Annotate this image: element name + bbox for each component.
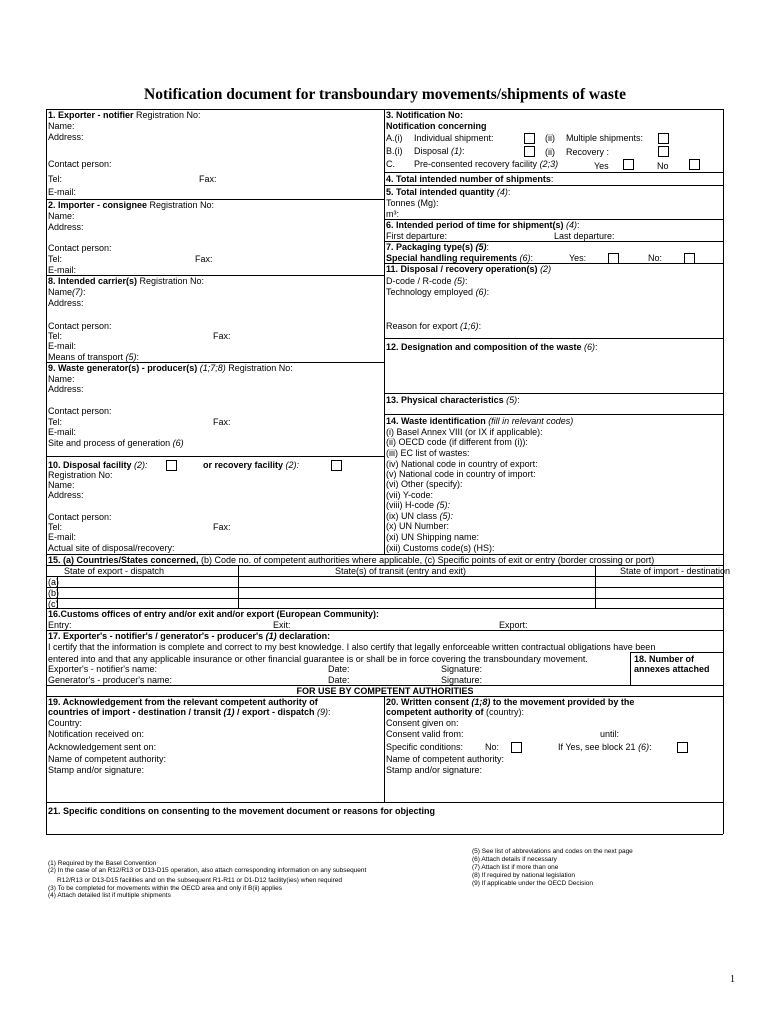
sent-label: Acknowledgement sent on: xyxy=(48,742,157,752)
option-a-ii-label: (ii) xyxy=(545,133,555,143)
last-departure-label: Last departure: xyxy=(554,231,615,241)
no-label: No: xyxy=(648,253,663,263)
row-c-label: (c) xyxy=(48,599,59,609)
pre-consented-label: Pre-consented recovery facility (2;3) xyxy=(414,159,559,169)
block-6-heading: 6. Intended period of time for shipment(s) (4): xyxy=(386,220,580,230)
fax-label: Fax: xyxy=(199,174,217,184)
d-r-code-label: D-code / R-code (5): xyxy=(386,276,468,286)
fax-label: Fax: xyxy=(213,417,231,427)
authority-label: Name of competent authority: xyxy=(386,754,505,764)
block-21-heading: 21. Specific conditions on consenting to the movement document or reasons for objecting xyxy=(48,806,436,816)
option-b-ii-label: (ii) xyxy=(545,147,555,157)
block-18-heading-2: annexes attached xyxy=(634,664,710,674)
block-13-physical: 13. Physical characteristics (5): xyxy=(386,395,520,405)
email-label: E-mail: xyxy=(48,427,77,437)
fax-label: Fax: xyxy=(213,331,231,341)
address-label: Address: xyxy=(48,222,84,232)
page-number: 1 xyxy=(730,974,735,985)
code-item: (iv) National code in country of export: xyxy=(386,459,538,469)
tel-label: Tel: xyxy=(48,331,63,341)
option-b-label: B.(i) xyxy=(386,146,403,156)
pre-consented-yes-checkbox[interactable] xyxy=(623,159,634,170)
disposal-facility-checkbox[interactable] xyxy=(166,460,177,471)
technology-label: Technology employed (6): xyxy=(386,287,490,297)
first-departure-label: First departure: xyxy=(386,231,448,241)
specific-conditions-label: Specific conditions: xyxy=(386,742,464,752)
notification-concerning-label: Notification concerning xyxy=(386,121,487,131)
name-label: Name: xyxy=(48,211,75,221)
footnote: R12/R13 or D13-D15 facilities and on the subsequent R1-R11 or D1-D12 facility(ies) when required xyxy=(48,877,342,884)
country-label: Country: xyxy=(48,718,83,728)
document-title: Notification document for transboundary movements/shipments of waste xyxy=(144,86,626,103)
specific-conditions-no-checkbox[interactable] xyxy=(511,742,522,753)
no-label: No xyxy=(657,161,669,171)
if-yes-label: If Yes, see block 21 (6): xyxy=(558,742,652,752)
tel-label: Tel: xyxy=(48,174,63,184)
block-20-heading: 20. Written consent (1;8) to the movement provided by the xyxy=(386,697,635,707)
exporter-name-label: Exporter's - notifier's name: xyxy=(48,664,157,674)
declaration-text: entered into and that any applicable insurance or other financial guarantee is or shall be in force covering the transboundary movement. xyxy=(48,654,588,664)
pre-consented-no-checkbox[interactable] xyxy=(689,159,700,170)
recovery-facility-checkbox[interactable] xyxy=(331,460,342,471)
code-item: (vii) Y-code: xyxy=(386,490,434,500)
contact-label: Contact person: xyxy=(48,512,112,522)
footnote: (7) Attach list if more than one xyxy=(472,864,559,871)
address-label: Address: xyxy=(48,384,84,394)
code-item: (ii) OECD code (if different from (i)): xyxy=(386,437,528,447)
block-8-heading: 8. Intended carrier(s) xyxy=(48,276,138,286)
email-label: E-mail: xyxy=(48,265,77,275)
stamp-label: Stamp and/or signature: xyxy=(48,765,145,775)
code-item: (xi) UN Shipping name: xyxy=(386,532,480,542)
email-label: E-mail: xyxy=(48,532,77,542)
row-b-label: (b) xyxy=(48,588,59,598)
block-9-heading: 9. Waste generator(s) - producer(s) xyxy=(48,363,198,373)
specific-conditions-yes-checkbox[interactable] xyxy=(677,742,688,753)
export-label: Export: xyxy=(499,620,528,630)
consent-valid-label: Consent valid from: xyxy=(386,729,464,739)
consent-given-label: Consent given on: xyxy=(386,718,459,728)
option-c-label: C. xyxy=(386,159,395,169)
footnote: (9) If applicable under the OECD Decision xyxy=(472,880,594,887)
contact-label: Contact person: xyxy=(48,406,112,416)
multiple-shipments-label: Multiple shipments: xyxy=(566,133,644,143)
special-handling-yes-checkbox[interactable] xyxy=(608,253,619,264)
contact-label: Contact person: xyxy=(48,243,112,253)
signature-label: Signature: xyxy=(441,675,483,685)
tel-label: Tel: xyxy=(48,522,63,532)
code-item: (ix) UN class (5): xyxy=(386,511,453,521)
registration-label: Registration No: xyxy=(147,200,215,210)
footnote: (1) Required by the Basel Convention xyxy=(48,860,157,867)
stamp-label: Stamp and/or signature: xyxy=(386,765,483,775)
registration-label: Registration No: xyxy=(225,363,293,373)
tonnes-label: Tonnes (Mg): xyxy=(386,198,439,208)
block-10-heading: 10. Disposal facility xyxy=(48,460,132,470)
block-5-heading: 5. Total intended quantity (4): xyxy=(386,187,511,197)
footnote: (2) In the case of an R12/R13 or D13-D15 operation, also attach corresponding information on any subsequent xyxy=(48,867,367,874)
contact-label: Contact person: xyxy=(48,159,112,169)
tel-label: Tel: xyxy=(48,417,63,427)
entry-label: Entry: xyxy=(48,620,72,630)
email-label: E-mail: xyxy=(48,187,77,197)
registration-label: Registration No: xyxy=(48,470,113,480)
state-transit-header: State(s) of transit (entry and exit) xyxy=(335,566,467,576)
block-3-heading: 3. Notification No: xyxy=(386,110,463,120)
individual-shipment-checkbox[interactable] xyxy=(524,133,535,144)
email-label: E-mail: xyxy=(48,341,77,351)
address-label: Address: xyxy=(48,490,84,500)
exit-label: Exit: xyxy=(273,620,291,630)
block-4-shipments: 4. Total intended number of shipments: xyxy=(386,174,554,184)
multiple-shipments-checkbox[interactable] xyxy=(658,133,669,144)
no-label: No: xyxy=(485,742,500,752)
name-label: Name: xyxy=(48,121,75,131)
tel-label: Tel: xyxy=(48,254,63,264)
footnote: (5) See list of abbreviations and codes on the next page xyxy=(472,848,633,855)
block-18-heading: 18. Number of xyxy=(634,654,695,664)
block-1-heading: 1. Exporter - notifier xyxy=(48,110,134,120)
block-20-heading-2: competent authority of (country): xyxy=(386,707,525,717)
date-label: Date: xyxy=(328,664,350,674)
code-item: (vi) Other (specify): xyxy=(386,479,463,489)
code-item: (i) Basel Annex VIII (or IX if applicable): xyxy=(386,427,543,437)
state-export-header: State of export - dispatch xyxy=(64,566,165,576)
date-label: Date: xyxy=(328,675,350,685)
signature-label: Signature: xyxy=(441,664,483,674)
competent-authorities-heading: FOR USE BY COMPETENT AUTHORITIES xyxy=(296,686,474,696)
block-14-heading: 14. Waste identification (fill in relevant codes) xyxy=(386,416,574,426)
fax-label: Fax: xyxy=(195,254,213,264)
address-label: Address: xyxy=(48,298,84,308)
disposal-checkbox[interactable] xyxy=(524,146,535,157)
recovery-facility-label: or recovery facility xyxy=(203,460,284,470)
state-import-header: State of import - destination xyxy=(620,566,731,576)
code-item: (v) National code in country of import: xyxy=(386,469,536,479)
authority-label: Name of competent authority: xyxy=(48,754,167,764)
until-label: until: xyxy=(600,729,620,739)
contact-label: Contact person: xyxy=(48,321,112,331)
yes-label: Yes xyxy=(594,161,609,171)
yes-label: Yes: xyxy=(569,253,587,263)
code-item: (x) UN Number: xyxy=(386,521,450,531)
block-17-heading: 17. Exporter's - notifier's / generator's - producer's (1) declaration: xyxy=(48,631,331,641)
special-handling-label: Special handling requirements (6): xyxy=(386,253,534,263)
block-15-heading: 15. (a) Countries/States concerned, (b) Code no. of competent authorities where applicable, (c) Specific points of exit or entry (border crossing or port) xyxy=(48,555,655,565)
code-item: (xii) Customs code(s) (HS): xyxy=(386,543,495,553)
block-19-heading-2: countries of import - destination / transit (1) / export - dispatch (9): xyxy=(48,707,331,717)
name-label: Name: xyxy=(48,480,75,490)
generator-name-label: Generator's - producer's name: xyxy=(48,675,172,685)
block-2-heading: 2. Importer - consignee xyxy=(48,200,148,210)
declaration-text: I certify that the information is complete and correct to my best knowledge. I also certify that legally enforceable written contractual obligations have been xyxy=(48,642,656,652)
block-16-heading: 16.Customs offices of entry and/or exit and/or export (European Community): xyxy=(48,609,380,619)
fax-label: Fax: xyxy=(213,522,231,532)
cubic-metres-label: m³: xyxy=(386,209,399,219)
actual-site-label: Actual site of disposal/recovery: xyxy=(48,543,175,553)
disposal-label: Disposal (1): xyxy=(414,146,465,156)
block-7-heading: 7. Packaging type(s) (5): xyxy=(386,242,490,252)
footnote: (8) If required by national legislation xyxy=(472,872,575,879)
received-label: Notification received on: xyxy=(48,729,145,739)
registration-label: Registration No: xyxy=(137,276,205,286)
footnote: (3) To be completed for movements within the OECD area and only if B(ii) applies xyxy=(48,885,282,892)
code-item: (viii) H-code (5): xyxy=(386,500,451,510)
block-12-designation: 12. Designation and composition of the waste (6): xyxy=(386,342,598,352)
footnote: (6) Attach details if necessary xyxy=(472,856,557,863)
option-a-label: A.(i) xyxy=(386,133,403,143)
address-label: Address: xyxy=(48,132,84,142)
means-of-transport-label: Means of transport (5): xyxy=(48,352,140,362)
site-process-label: Site and process of generation (6) xyxy=(48,438,184,448)
registration-label: Registration No: xyxy=(133,110,201,120)
recovery-label: Recovery : xyxy=(566,147,610,157)
special-handling-no-checkbox[interactable] xyxy=(684,253,695,264)
name-label: Name: xyxy=(48,374,75,384)
row-a-label: (a) xyxy=(48,577,59,587)
block-11-heading: 11. Disposal / recovery operation(s) (2) xyxy=(386,264,552,274)
footnote: (4) Attach detailed list if multiple shipments xyxy=(48,892,171,899)
recovery-checkbox[interactable] xyxy=(658,146,669,157)
reason-for-export-label: Reason for export (1;6): xyxy=(386,321,482,331)
block-19-heading: 19. Acknowledgement from the relevant competent authority of xyxy=(48,697,318,707)
name-label: Name(7): xyxy=(48,287,86,297)
code-item: (iii) EC list of wastes: xyxy=(386,448,470,458)
individual-shipment-label: Individual shipment: xyxy=(414,133,494,143)
